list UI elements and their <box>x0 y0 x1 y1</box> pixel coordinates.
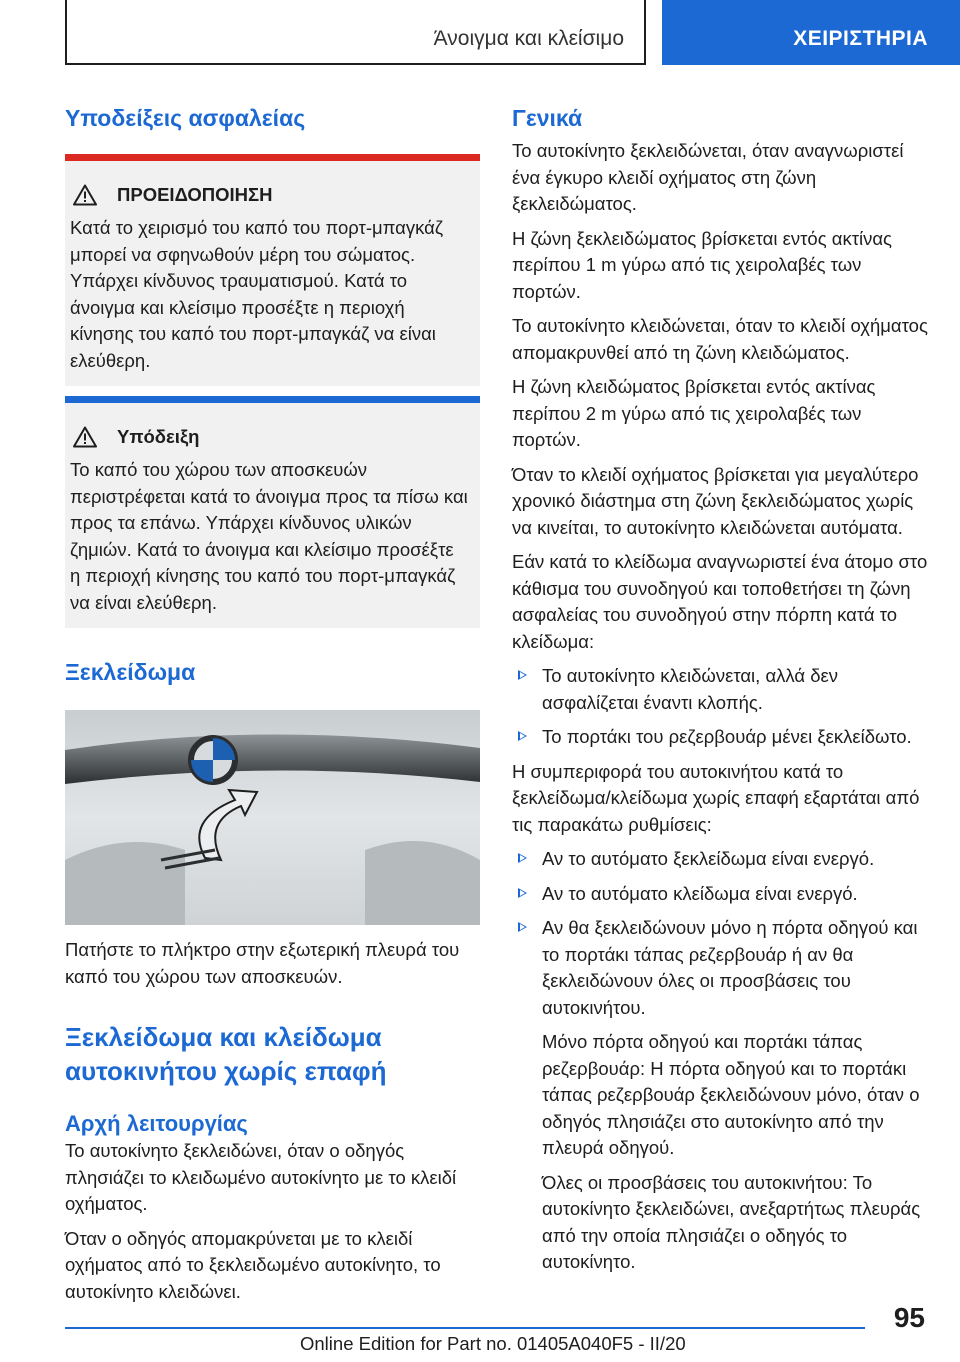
principle-heading: Αρχή λειτουργίας <box>65 1111 248 1136</box>
bullet-arrow-icon <box>518 888 527 898</box>
settings-paragraph: Η συμπεριφορά του αυτοκινήτου κατά το ξεκλείδωμα/κλείδωμα χωρίς επαφή εξαρτάται από τις παρακάτω ρυθμίσεις: <box>512 760 920 835</box>
list-item <box>512 724 928 751</box>
right-column <box>512 100 928 1284</box>
general-paragraph: Εάν κατά το κλείδωμα αναγνωριστεί ένα άτομο στο κάθισμα του συνοδηγού και τοποθετήσει τη ζώνη ασφαλείας του συνοδηγού στην πόρπη κατά το κλείδωμα: <box>512 551 928 652</box>
list-item <box>512 663 928 716</box>
warning-box <box>65 154 480 386</box>
page-number: 95 <box>893 1302 925 1333</box>
option-description: Όλες οι προσβάσεις του αυτοκινήτου: Το αυτοκίνητο ξεκλειδώνει, ανεξαρτήτως πλευράς από την οποία πλησιάζει ο οδηγός το αυτοκίνητο. <box>542 1171 921 1272</box>
safety-heading: Υποδείξεις ασφαλείας <box>65 105 306 131</box>
chapter-title: Άνοιγμα και κλείσιμο <box>433 27 624 50</box>
list-item-text: Αν το αυτόματο ξεκλείδωμα είναι ενεργό. <box>542 848 875 869</box>
section-title: ΧΕΙΡΙΣΤΗΡΙΑ <box>793 27 928 50</box>
trunk-button-photo <box>65 710 480 925</box>
general-paragraph: Όταν το κλειδί οχήματος βρίσκεται για μεγαλύτερο χρονικό διάστημα στη ζώνη ξεκλειδώματος χωρίς να κινείται, το αυτοκίνητο κλειδώνεται αυτόματα. <box>512 463 919 538</box>
principle-paragraph: Το αυτοκίνητο ξεκλειδώνει, όταν ο οδηγός πλησιάζει το κλειδωμένο αυτοκίνητο με το κλειδί οχήματος. <box>65 1140 457 1214</box>
header-section-tab <box>662 0 960 65</box>
list-item-text: Το πορτάκι του ρεζερβουάρ μένει ξεκλείδωτο. <box>542 726 912 747</box>
principle-paragraph: Όταν ο οδηγός απομακρύνεται με το κλειδί οχήματος από το ξεκλειδωμένο αυτοκίνητο, το αυτοκίνητο κλειδώνει. <box>65 1227 441 1302</box>
trunk-illustration <box>65 710 480 925</box>
left-column <box>65 100 480 1313</box>
unlock-text: Πατήστε το πλήκτρο στην εξωτερική πλευρά του καπό του χώρου των αποσκευών. <box>65 939 460 987</box>
list-item-text: Το αυτοκίνητο κλειδώνεται, αλλά δεν ασφαλίζεται έναντι κλοπής. <box>542 665 838 713</box>
hint-title: Υπόδειξη <box>117 426 200 447</box>
list-item <box>512 846 928 873</box>
bullet-arrow-icon <box>518 670 527 680</box>
unlock-heading: Ξεκλείδωμα <box>65 659 196 685</box>
header-chapter-box <box>65 0 646 65</box>
general-paragraph: Η ζώνη κλειδώματος βρίσκεται εντός ακτίνας περίπου 2 m γύρω από τις χειρολαβές των πορτών. <box>512 376 876 450</box>
bullet-arrow-icon <box>518 731 527 741</box>
keyless-heading: Ξεκλείδωμα και κλείδωμα αυτοκινήτου χωρίς επαφή <box>65 1022 387 1086</box>
settings-bullet-list <box>512 846 928 1021</box>
bullet-arrow-icon <box>518 922 527 932</box>
bullet-arrow-icon <box>518 853 527 863</box>
warning-triangle-icon <box>73 184 97 206</box>
passenger-bullet-list <box>512 663 928 751</box>
footer-edition: Online Edition for Part no. 01405A040F5 - II/20 <box>300 1333 686 1354</box>
list-item <box>512 915 928 1021</box>
option-description: Μόνο πόρτα οδηγού και πορτάκι τάπας ρεζερβουάρ: Η πόρτα οδηγού και το πορτάκι τάπας ρεζερβουάρ ξεκλειδώνουν μόνο, όταν ο οδηγός πλησιάζει στο αυτοκίνητο από την πλευρά οδηγού. <box>542 1031 920 1158</box>
footer-divider <box>65 1327 865 1329</box>
general-paragraph: Το αυτοκίνητο κλειδώνεται, όταν το κλειδί οχήματος απομακρυνθεί από τη ζώνη κλειδώματος. <box>512 315 928 363</box>
general-paragraph: Το αυτοκίνητο ξεκλειδώνεται, όταν αναγνωριστεί ένα έγκυρο κλειδί οχήματος στη ζώνη ξεκλειδώματος. <box>512 140 904 214</box>
hint-text: Το καπό του χώρου των αποσκευών περιστρέφεται κατά το άνοιγμα προς τα πίσω και προς τα επάνω. Υπάρχει κίνδυνος υλικών ζημιών. Κατά το άνοιγμα και κλείσιμο προσέξτε η περιοχή κίνησης του καπό του πορτ-μπαγκάζ να είναι ελεύθερη. <box>70 459 468 613</box>
warning-title: ΠΡΟΕΙΔΟΠΟΙΗΣΗ <box>117 184 273 205</box>
list-item-text: Αν θα ξεκλειδώνουν μόνο η πόρτα οδηγού και το πορτάκι τάπας ρεζερβουάρ ή αν θα ξεκλειδώνουν όλες οι προσβάσεις του αυτοκινήτου. <box>542 917 918 1018</box>
general-paragraph: Η ζώνη ξεκλειδώματος βρίσκεται εντός ακτίνας περίπου 1 m γύρω από τις χειρολαβές των πορτών. <box>512 227 892 302</box>
warning-triangle-icon <box>73 426 97 448</box>
hint-box <box>65 396 480 628</box>
warning-text: Κατά το χειρισμό του καπό του πορτ-μπαγκάζ μπορεί να σφηνωθούν μέρη του σώματος. Υπάρχει κίνδυνος τραυματισμού. Κατά το άνοιγμα και κλείσιμο προσέξτε η περιοχή κίνησης του καπό του πορτ-μπαγκάζ να είναι ελεύθερη. <box>70 217 443 371</box>
list-item <box>512 881 928 908</box>
list-item-text: Αν το αυτόματο κλείδωμα είναι ενεργό. <box>542 882 858 904</box>
general-heading: Γενικά <box>512 105 583 131</box>
